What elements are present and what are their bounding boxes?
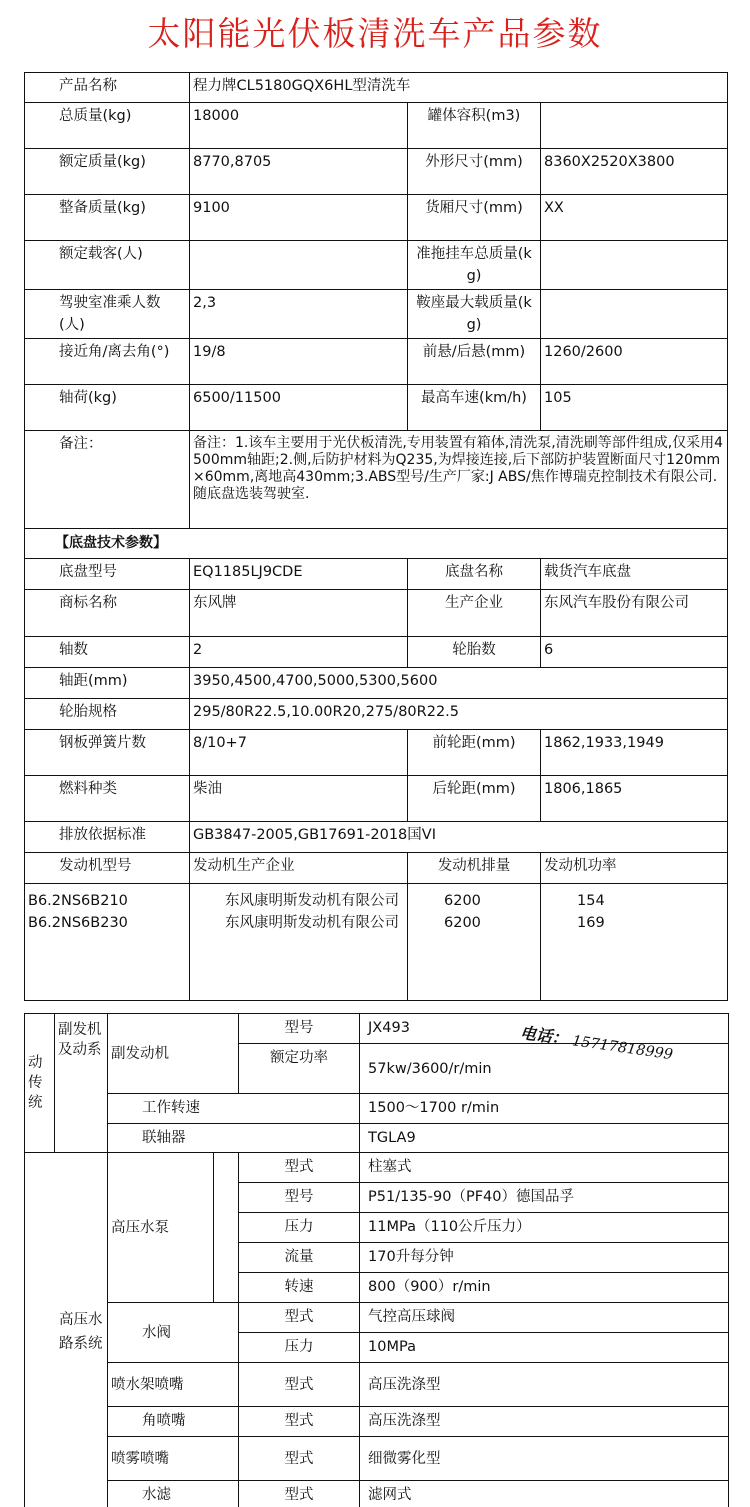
table-row: [25, 339, 728, 385]
pump-flow-value: 170升每分钟: [360, 1243, 729, 1273]
angle-nozzle-type-value: 高压洗涤型: [360, 1407, 729, 1437]
pump-flow-label: 流量: [239, 1243, 360, 1273]
axle-load-value: 6500/11500: [190, 385, 408, 431]
valve-pressure-label: 压力: [239, 1333, 360, 1363]
emission-value: GB3847-2005,GB17691-2018国VI: [190, 822, 728, 853]
product-name-value: 程力牌CL5180GQX6HL型清洗车: [190, 73, 728, 103]
table-row: [25, 1363, 729, 1407]
wheelbase-label: 轴距(mm): [25, 668, 190, 699]
dimensions-value: 8360X2520X3800: [541, 149, 728, 195]
fuel-value: 柴油: [190, 776, 408, 822]
axle-load-label: 轴荷(kg): [25, 385, 190, 431]
tank-volume-value: [541, 103, 728, 149]
table-row: [25, 385, 728, 431]
vehicle-spec-table: [24, 72, 728, 1001]
tires-value: 6: [541, 637, 728, 668]
rated-power-value: 57kw/3600/r/min: [360, 1044, 729, 1094]
chassis-name-label: 底盘名称: [408, 559, 541, 590]
filter-label: 水滤: [108, 1481, 239, 1507]
axles-value: 2: [190, 637, 408, 668]
phone-label: 电话：: [518, 1022, 570, 1049]
engine-disp-1: 6200: [444, 893, 481, 909]
chassis-section-title: 【底盘技术参数】: [25, 529, 728, 559]
table-row: [25, 668, 728, 699]
overhang-value: 1260/2600: [541, 339, 728, 385]
pump-pressure-label: 压力: [239, 1213, 360, 1243]
cab-passengers-label: 驾驶室准乘人数(人): [25, 290, 190, 339]
engine-maker-1: 东风康明斯发动机有限公司: [225, 893, 399, 909]
overhang-label: 前悬/后悬(mm): [408, 339, 541, 385]
saddle-load-value: [541, 290, 728, 339]
chassis-model-value: EQ1185LJ9CDE: [190, 559, 408, 590]
rear-track-value: 1806,1865: [541, 776, 728, 822]
angles-label: 接近角/离去角(°): [25, 339, 190, 385]
emission-label: 排放依据标准: [25, 822, 190, 853]
hp-water-system-label: 高压水路系统: [25, 1153, 108, 1507]
table-row: [25, 149, 728, 195]
table-row: [25, 73, 728, 103]
work-speed-label: 工作转速: [108, 1094, 360, 1124]
table-row: [25, 822, 728, 853]
valve-label: 水阀: [108, 1303, 239, 1363]
work-speed-value: 1500～1700 r/min: [360, 1094, 729, 1124]
table-row: [25, 884, 728, 1001]
spray-rack-type-label: 型式: [239, 1363, 360, 1407]
rated-passengers-label: 额定载客(人): [25, 241, 190, 290]
pump-speed-value: 800（900）r/min: [360, 1273, 729, 1303]
engine-model-2: B6.2NS6B230: [28, 915, 128, 931]
table-row: [25, 1437, 729, 1481]
engine-power-2: 169: [577, 915, 605, 931]
table-row: [25, 559, 728, 590]
tire-spec-label: 轮胎规格: [25, 699, 190, 730]
tire-spec-value: 295/80R22.5,10.00R20,275/80R22.5: [190, 699, 728, 730]
remarks-value: 备注：1.该车主要用于光伏板清洗,专用装置有箱体,清洗泵,清洗刷等部件组成,仅采用4500mm轴距;2.侧,后防护材料为Q235,为焊接连接,后下部防护装置断面尺寸120mm×60mm,离地高430mm;3.ABS型号/生产厂家:J ABS/焦作博瑞克控制技术有限公司.随底盘选装驾驶室.: [190, 431, 728, 529]
trailer-mass-value: [541, 241, 728, 290]
pump-speed-label: 转速: [239, 1273, 360, 1303]
cargo-size-value: XX: [541, 195, 728, 241]
max-speed-value: 105: [541, 385, 728, 431]
tank-volume-label: 罐体容积(m3): [408, 103, 541, 149]
mist-nozzle-type-value: 细微雾化型: [360, 1437, 729, 1481]
pump-model-label: 型号: [239, 1183, 360, 1213]
max-speed-label: 最高车速(km/h): [408, 385, 541, 431]
angle-nozzle-type-label: 型式: [239, 1407, 360, 1437]
angle-nozzle-label: 角喷嘴: [108, 1407, 239, 1437]
drive-system-label: 动传统: [25, 1014, 55, 1153]
table-row: [25, 776, 728, 822]
table-row: [25, 590, 728, 637]
table-row: [25, 730, 728, 776]
chassis-name-value: 载货汽车底盘: [541, 559, 728, 590]
front-track-value: 1862,1933,1949: [541, 730, 728, 776]
mist-nozzle-label: 喷雾喷嘴: [108, 1437, 239, 1481]
coupling-label: 联轴器: [108, 1124, 360, 1153]
spray-rack-type-value: 高压洗涤型: [360, 1363, 729, 1407]
table-row: [25, 1481, 729, 1507]
aux-model-label: 型号: [239, 1014, 360, 1044]
rated-power-label: 额定功率: [239, 1044, 360, 1094]
spring-label: 钢板弹簧片数: [25, 730, 190, 776]
engine-disp-2: 6200: [444, 915, 481, 931]
rear-track-label: 后轮距(mm): [408, 776, 541, 822]
table-row: [25, 529, 728, 559]
table-row: [25, 853, 728, 884]
engine-maker-2: 东风康明斯发动机有限公司: [225, 915, 399, 931]
dimensions-label: 外形尺寸(mm): [408, 149, 541, 195]
engine-power-header: 发动机功率: [541, 853, 728, 884]
table-row: [25, 1407, 729, 1437]
engine-maker-header: 发动机生产企业: [190, 853, 408, 884]
trailer-mass-label: 准拖挂车总质量(kg): [408, 241, 541, 290]
saddle-load-label: 鞍座最大载质量(kg): [408, 290, 541, 339]
product-name-label: 产品名称: [25, 73, 190, 103]
maker-value: 东风汽车股份有限公司: [541, 590, 728, 637]
front-track-label: 前轮距(mm): [408, 730, 541, 776]
hp-pump-label: 高压水泵: [108, 1153, 214, 1303]
pump-pressure-value: 11MPa（110公斤压力）: [360, 1213, 729, 1243]
table-row: [25, 290, 728, 339]
table-row: [25, 1124, 729, 1153]
phone-number: 15717818999: [571, 1033, 674, 1064]
maker-label: 生产企业: [408, 590, 541, 637]
engine-power-1: 154: [577, 893, 605, 909]
rated-mass-value: 8770,8705: [190, 149, 408, 195]
cargo-size-label: 货厢尺寸(mm): [408, 195, 541, 241]
table-row: [25, 241, 728, 290]
pump-type-label: 型式: [239, 1153, 360, 1183]
coupling-value: TGLA9: [360, 1124, 729, 1153]
wheelbase-value: 3950,4500,4700,5000,5300,5600: [190, 668, 728, 699]
mist-nozzle-type-label: 型式: [239, 1437, 360, 1481]
fuel-label: 燃料种类: [25, 776, 190, 822]
chassis-model-label: 底盘型号: [25, 559, 190, 590]
axles-label: 轴数: [25, 637, 190, 668]
curb-mass-label: 整备质量(kg): [25, 195, 190, 241]
aux-engine-label: 副发动机: [108, 1014, 239, 1094]
engine-disp-header: 发动机排量: [408, 853, 541, 884]
aux-engine-group-label: 副发机及动系: [55, 1014, 108, 1153]
page-title: 太阳能光伏板清洗车产品参数: [147, 14, 603, 53]
table-row: [25, 1153, 729, 1183]
total-mass-label: 总质量(kg): [25, 103, 190, 149]
tires-label: 轮胎数: [408, 637, 541, 668]
filter-type-value: 滤网式: [360, 1481, 729, 1507]
angles-value: 19/8: [190, 339, 408, 385]
aux-model-value: JX493: [360, 1014, 729, 1044]
cab-passengers-value: 2,3: [190, 290, 408, 339]
rated-mass-label: 额定质量(kg): [25, 149, 190, 195]
table-row: [25, 1303, 729, 1333]
engine-model-1: B6.2NS6B210: [28, 893, 128, 909]
spray-rack-label: 喷水架喷嘴: [108, 1363, 239, 1407]
valve-type-label: 型式: [239, 1303, 360, 1333]
valve-pressure-value: 10MPa: [360, 1333, 729, 1363]
brand-label: 商标名称: [25, 590, 190, 637]
total-mass-value: 18000: [190, 103, 408, 149]
engine-model-header: 发动机型号: [25, 853, 190, 884]
table-row: [25, 699, 728, 730]
remarks-label: 备注：: [25, 431, 190, 529]
pump-model-value: P51/135-90（PF40）德国品孚: [360, 1183, 729, 1213]
filter-type-label: 型式: [239, 1481, 360, 1507]
spring-value: 8/10+7: [190, 730, 408, 776]
curb-mass-value: 9100: [190, 195, 408, 241]
table-row: [25, 431, 728, 529]
table-row: [25, 195, 728, 241]
rated-passengers-value: [190, 241, 408, 290]
table-row: [25, 103, 728, 149]
valve-type-value: 气控高压球阀: [360, 1303, 729, 1333]
table-row: [25, 637, 728, 668]
pump-type-value: 柱塞式: [360, 1153, 729, 1183]
brand-value: 东风牌: [190, 590, 408, 637]
